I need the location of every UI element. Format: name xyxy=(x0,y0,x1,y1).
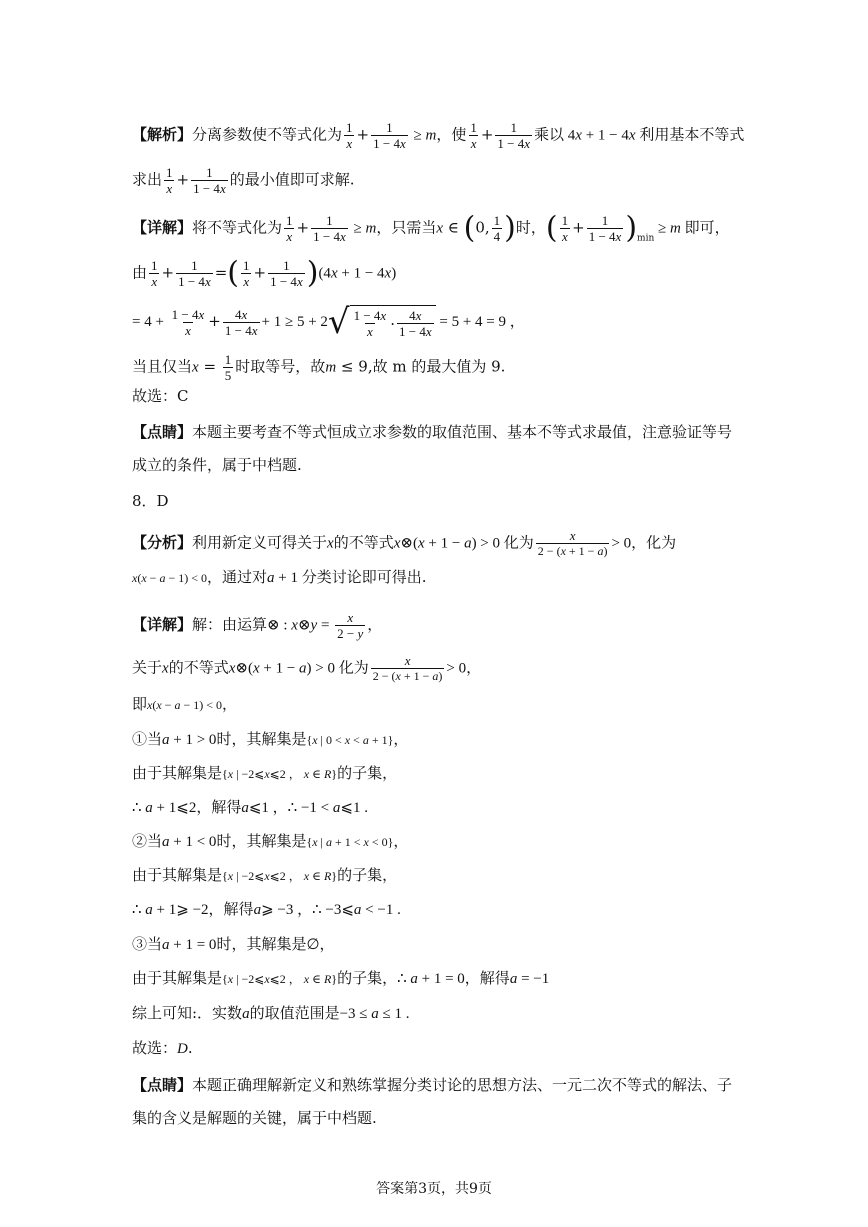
q8-detail-line-1: 【详解】解：由运算⊗ : x⊗y = $\frac{x}{2 - y}$ ， xyxy=(132,610,383,641)
text: 化为 xyxy=(503,533,534,552)
text: ③当 xyxy=(132,935,163,953)
fraction: $\frac{1}{x}$ xyxy=(166,165,173,196)
detail-line-1: 【详解】将不等式化为 $\frac{1}{x}$ + $\frac{1}{1 - 4x}$ ≥ m，只需当x ∈ (0, $\frac{1}{4}$ )时，( $\frac{1}{x}$ + $\frac{1}{1 - 4x}$ )$_{min} \ge m$ 即可， xyxy=(132,210,730,246)
case-3-line-2: 由于其解集是{x | −2⩽x⩽2 ， x ∈ R}的子集，∴ a + 1 = 0，解得a = −1 xyxy=(132,969,550,987)
q8-analysis-line-2: x(x − a − 1) < 0，通过对a + 1 分类讨论即可得出. xyxy=(132,568,427,586)
conclusion-line: 综上可知:．实数a的取值范围是−3 ≤ a ≤ 1 . xyxy=(132,1004,410,1022)
text: 当且仅当 xyxy=(132,357,193,376)
fraction: $\frac{1}{1 - 4x}$ xyxy=(313,213,346,244)
fraction: $\frac{1}{1 - 4x}$ xyxy=(373,120,406,151)
detail-line-3: = 4 + $\frac{1 - 4x}{x}$ + $\frac{4x}{1 - 4x}$ + 1 ≥ 5 + 2 √ $\frac{1 - 4x}{x}$ · $\frac{4x}{1 - 4x}$ = 5 + 4 = 9 ， xyxy=(132,302,525,342)
detail-tag: 【详解】 xyxy=(132,218,193,237)
q8-detail-line-2: 关于x的不等式x⊗(x + 1 − a) > 0 化为 $\frac{x}{2 - (x + 1 - a)}$ > 0， xyxy=(132,653,482,683)
comment-line-1 xyxy=(132,422,732,442)
text: 故选： xyxy=(132,1039,178,1057)
question-8-title: 8．D xyxy=(132,492,169,510)
text: ，使 xyxy=(436,125,467,144)
fraction: $\frac{1}{x}$ xyxy=(286,213,293,244)
text: 的子集， xyxy=(337,764,398,782)
fraction: $\frac{1}{1 - 4x}$ xyxy=(193,165,226,196)
text: 的子集， xyxy=(337,969,398,987)
text: 化为 xyxy=(338,658,369,677)
text: ，解得 xyxy=(196,798,242,816)
q8-comment-line-1 xyxy=(132,1075,732,1095)
text: 将不等式化为 xyxy=(192,218,283,237)
text: 由于其解集是 xyxy=(132,866,223,884)
text: 时， xyxy=(515,218,546,237)
text: 分类讨论即可得出. xyxy=(301,568,427,586)
choice-line: 故选：C xyxy=(132,387,189,405)
text: ②当 xyxy=(132,832,163,850)
case-2-line-3: ∴ a + 1⩾ −2，解得a⩾ −3 ，∴ −3⩽a < −1 . xyxy=(132,900,401,918)
fraction: $\frac{1}{x}$ xyxy=(561,213,569,244)
text: 利用基本不等式 xyxy=(639,125,745,144)
detail-tag: 【详解】 xyxy=(132,615,193,634)
analysis-tag: 【分析】 xyxy=(132,533,193,552)
comment-tag: 【点睛】 xyxy=(132,1076,193,1094)
detail-line-4: 当且仅当x = $\frac{1}{5}$ 时取等号，故m ≤ 9,故 m 的最大值为 9. xyxy=(132,352,506,383)
text: 乘以 xyxy=(534,125,565,144)
fraction: $\frac{x}{2 - (x + 1 - a)}$ xyxy=(537,528,608,558)
fraction: $\frac{x}{2 - (x + 1 - a)}$ xyxy=(372,653,443,683)
text: 时，其解集是 xyxy=(216,832,307,850)
fraction: $\frac{x}{2 - y}$ xyxy=(337,610,364,641)
text: ，通过对 xyxy=(206,568,267,586)
text: ，只需当 xyxy=(376,218,437,237)
case-2-line-2: 由于其解集是{x | −2⩽x⩽2 ， x ∈ R}的子集， xyxy=(132,866,398,884)
text: 的子集， xyxy=(337,866,398,884)
comment-line-2: 成立的条件，属于中档题. xyxy=(132,456,302,474)
q8-choice-line: 故选：D. xyxy=(132,1039,193,1057)
fraction: $\frac{1}{5}$ xyxy=(224,352,232,383)
q8-detail-line-3: 即x(x − a − 1) < 0， xyxy=(132,695,237,713)
fraction: $\frac{1}{1 - 4x}$ xyxy=(497,120,531,151)
text: 关于 xyxy=(132,658,163,677)
text: 时，其解集是 xyxy=(216,730,307,748)
analysis-tag: 【解析】 xyxy=(132,125,193,144)
text: 解：由运算 xyxy=(192,615,268,634)
fraction: $\frac{1}{1 - 4x}$ xyxy=(588,213,622,244)
fraction: $\frac{1}{4}$ xyxy=(493,213,501,244)
text: 由 xyxy=(132,263,148,282)
choice-value: D xyxy=(177,1041,188,1057)
page-footer: 答案第3页，共9页 xyxy=(376,1181,492,1197)
fraction: $\frac{1}{x}$ xyxy=(470,120,477,151)
case-1-line-3: ∴ a + 1⩽2，解得a⩽1 ，∴ −1 < a⩽1 . xyxy=(132,798,368,816)
fraction: $\frac{1}{1 - 4x}$ xyxy=(270,258,303,289)
case-1-line-1: ①当a + 1 > 0时，其解集是{x | 0 < x < a + 1}， xyxy=(132,730,409,748)
case-1-line-2: 由于其解集是{x | −2⩽x⩽2 ， x ∈ R}的子集， xyxy=(132,764,398,782)
text: 本题正确理解新定义和熟练掌握分类讨论的思想方法、一元二次不等式的解法、子 xyxy=(192,1076,733,1094)
text: 分离参数使不等式化为 xyxy=(192,125,343,144)
fraction: $\frac{1}{x}$ xyxy=(243,258,250,289)
text: 求出 xyxy=(132,170,163,189)
fraction: $\frac{4x}{1 - 4x}$ xyxy=(224,306,258,338)
fraction: $\frac{1 - 4x}{x}$ xyxy=(171,306,205,338)
text: 即 xyxy=(132,695,148,713)
text: 即可， xyxy=(684,218,730,237)
text: 综上可知:．实数 xyxy=(132,1004,243,1022)
text: 由于其解集是 xyxy=(132,764,223,782)
text: 的不等式 xyxy=(168,658,229,677)
text: ①当 xyxy=(132,730,163,748)
text: 本题主要考查不等式恒成立求参数的取值范围、基本不等式求最值，注意验证等号 xyxy=(192,423,733,441)
comment-tag: 【点睛】 xyxy=(132,423,193,441)
fraction: $\frac{1}{1 - 4x}$ xyxy=(178,258,211,289)
text: 时取等号，故 xyxy=(235,357,326,376)
q8-comment-line-2: 集的含义是解题的关键，属于中档题. xyxy=(132,1109,377,1127)
sqrt: √ $\frac{1 - 4x}{x}$ · $\frac{4x}{1 - 4x}$ xyxy=(328,305,436,339)
text: 的不等式 xyxy=(333,533,394,552)
text: 利用新定义可得关于 xyxy=(192,533,328,552)
analysis-line-2: 求出 $\frac{1}{x}$ + $\frac{1}{1 - 4x}$ 的最小值即可求解. xyxy=(132,165,355,196)
q8-analysis-line-1: 【分析】利用新定义可得关于x的不等式x⊗(x + 1 − a) > 0 化为 $\frac{x}{2 - (x + 1 - a)}$ > 0，化为 xyxy=(132,528,677,558)
analysis-line-1: 【解析】分离参数使不等式化为 $\frac{1}{x}$ + $\frac{1}{1 - 4x}$ ≥ m，使 $\frac{1}{x}$ + $\frac{1}{1 - 4x}$ 乘以 4x + 1 − 4x 利用基本不等式 xyxy=(132,120,745,151)
text: 的取值范围是 xyxy=(249,1004,340,1022)
text: 的最小值即可求解. xyxy=(229,170,355,189)
text: 时，其解集是 xyxy=(216,935,307,953)
case-3-line-1: ③当a + 1 = 0时，其解集是∅， xyxy=(132,935,335,953)
detail-line-2: 由 $\frac{1}{x}$ + $\frac{1}{1 - 4x}$ =( $\frac{1}{x}$ + $\frac{1}{1 - 4x}$ )(4x + 1 − 4x) xyxy=(132,255,397,291)
text: ，解得 xyxy=(464,969,510,987)
fraction: $\frac{1}{x}$ xyxy=(151,258,158,289)
case-2-line-1: ②当a + 1 < 0时，其解集是{x | a + 1 < x < 0}， xyxy=(132,832,409,850)
fraction: $\frac{1}{x}$ xyxy=(346,120,353,151)
text: ，化为 xyxy=(631,533,677,552)
text: ,故 m 的最大值为 9. xyxy=(367,357,506,376)
text: ，解得 xyxy=(208,900,254,918)
text: 由于其解集是 xyxy=(132,969,223,987)
